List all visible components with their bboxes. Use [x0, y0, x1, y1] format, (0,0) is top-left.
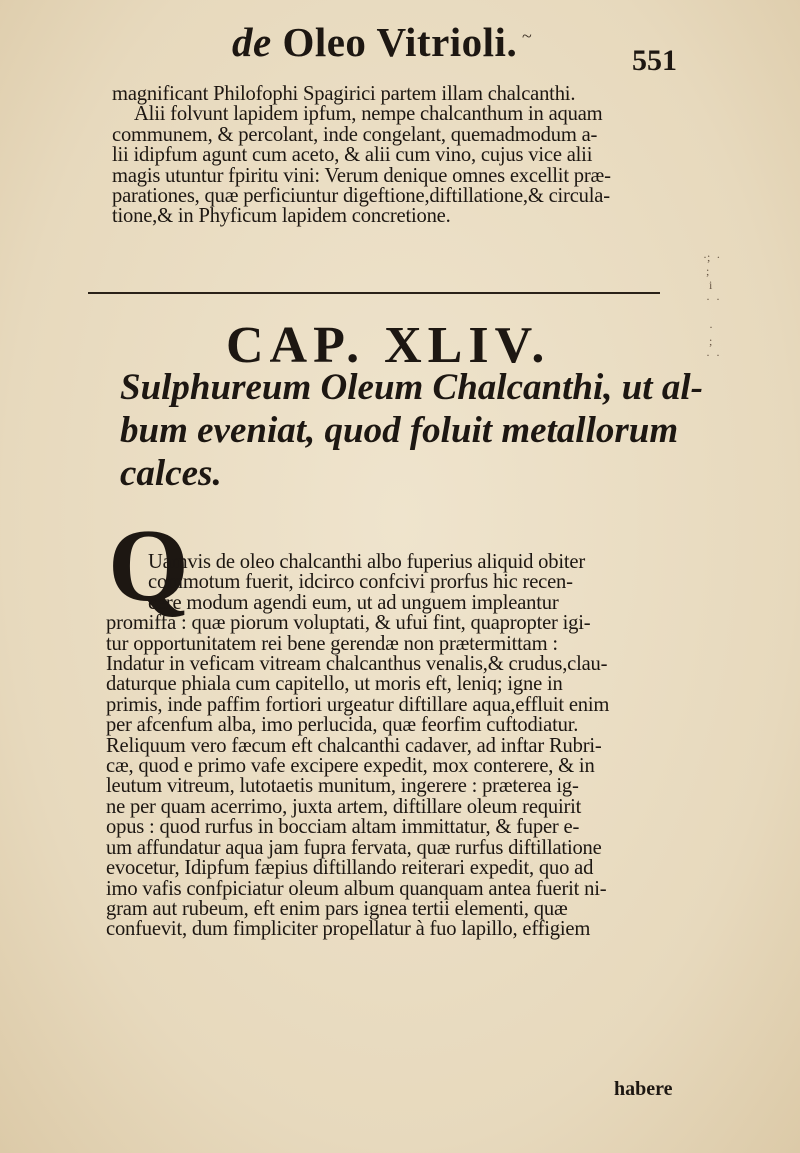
text-line: parationes, quæ perficiuntur digeftione,diftillatione,& circula-	[112, 185, 610, 208]
text-line: leutum vitreum, lutotaetis munitum, ingerere : præterea ig-	[106, 775, 579, 798]
text-line: daturque phiala cum capitello, ut moris eft, leniq; igne in	[106, 673, 563, 696]
body-paragraph	[106, 552, 678, 940]
chapter-title	[120, 366, 703, 495]
text-line: tione,& in Phyficum lapidem concretione.	[112, 205, 451, 228]
text-line: primis, inde paffim fortiori urgeatur diftillare aqua,effluit enim	[106, 693, 610, 716]
page-number: 551	[632, 44, 677, 77]
text-line: promiffa : quæ piorum voluptati, & ufui fint, quapropter igi-	[106, 612, 591, 635]
text-line: cæ, quod e primo vafe excipere expedit, mox conterere, & in	[106, 755, 595, 778]
running-title	[232, 18, 517, 66]
catchword: habere	[614, 1078, 673, 1100]
text-line: Reliquum vero fæcum eft chalcanthi cadaver, ad inftar Rubri-	[106, 734, 602, 757]
text-line: Uamvis de oleo chalcanthi albo fuperius aliquid obiter	[148, 551, 585, 573]
text-line: lii idipfum agunt cum aceto, & alii cum vino, cujus vice alii	[112, 144, 593, 167]
text-line: imo vafis confpiciatur oleum album quanquam antea fuerit ni-	[106, 877, 607, 900]
chapter-number: CAP. XLIV.	[226, 317, 551, 374]
running-title-prefix: de	[232, 19, 272, 65]
text-line: cere modum agendi eum, ut ad unguem impleantur	[148, 591, 559, 614]
text-line: per afcenfum alba, imo perlucida, quæ feorfim cuftodiatur.	[106, 714, 579, 737]
text-line: magis utuntur fpiritu vini: Verum denique omnes excellit præ-	[112, 164, 611, 187]
running-head	[0, 12, 800, 77]
margin-marks: ·; · ; i · · · ; · ·	[703, 250, 721, 362]
chapter-title-line: calces.	[120, 453, 222, 494]
drop-capital: Q	[108, 508, 189, 623]
section-divider	[88, 292, 660, 294]
running-title-text: Oleo Vitrioli.	[282, 19, 518, 65]
text-line: magnificant Philofophi Spagirici partem illam chalcanthi.	[112, 83, 576, 105]
chapter-title-line: bum eveniat, quod foluit metallorum	[120, 410, 679, 451]
text-line: tur opportunitatem rei bene gerendæ non prætermittam :	[106, 632, 558, 655]
chapter-title-line: Sulphureum Oleum Chalcanthi, ut al-	[120, 367, 703, 408]
text-line: evocetur, Idipfum fæpius diftillando reiterari expedit, quo ad	[106, 857, 594, 880]
text-line: ne per quam acerrimo, juxta artem, diftillare oleum requirit	[106, 795, 582, 818]
text-line: communem, & percolant, inde congelant, quemadmodum a-	[112, 123, 598, 146]
text-line: um affundatur aqua jam fupra fervata, quæ rurfus diftillatione	[106, 836, 602, 859]
text-line: confuevit, dum fimpliciter propellatur à fuo lapillo, effigiem	[106, 918, 591, 941]
text-line: Alii folvunt lapidem ipfum, nempe chalcanthum in aquam	[134, 103, 603, 126]
text-line: commotum fuerit, idcirco confcivi prorfus hic recen-	[148, 571, 573, 594]
text-line: gram aut rubeum, eft enim pars ignea tertii elementi, quæ	[106, 897, 568, 920]
ornament-mark: ~	[522, 26, 532, 46]
text-line: Indatur in veficam vitream chalcanthus venalis,& crudus,clau-	[106, 653, 608, 676]
text-line: opus : quod rurfus in bocciam altam immittatur, & fuper e-	[106, 816, 580, 839]
top-paragraph	[112, 84, 672, 227]
